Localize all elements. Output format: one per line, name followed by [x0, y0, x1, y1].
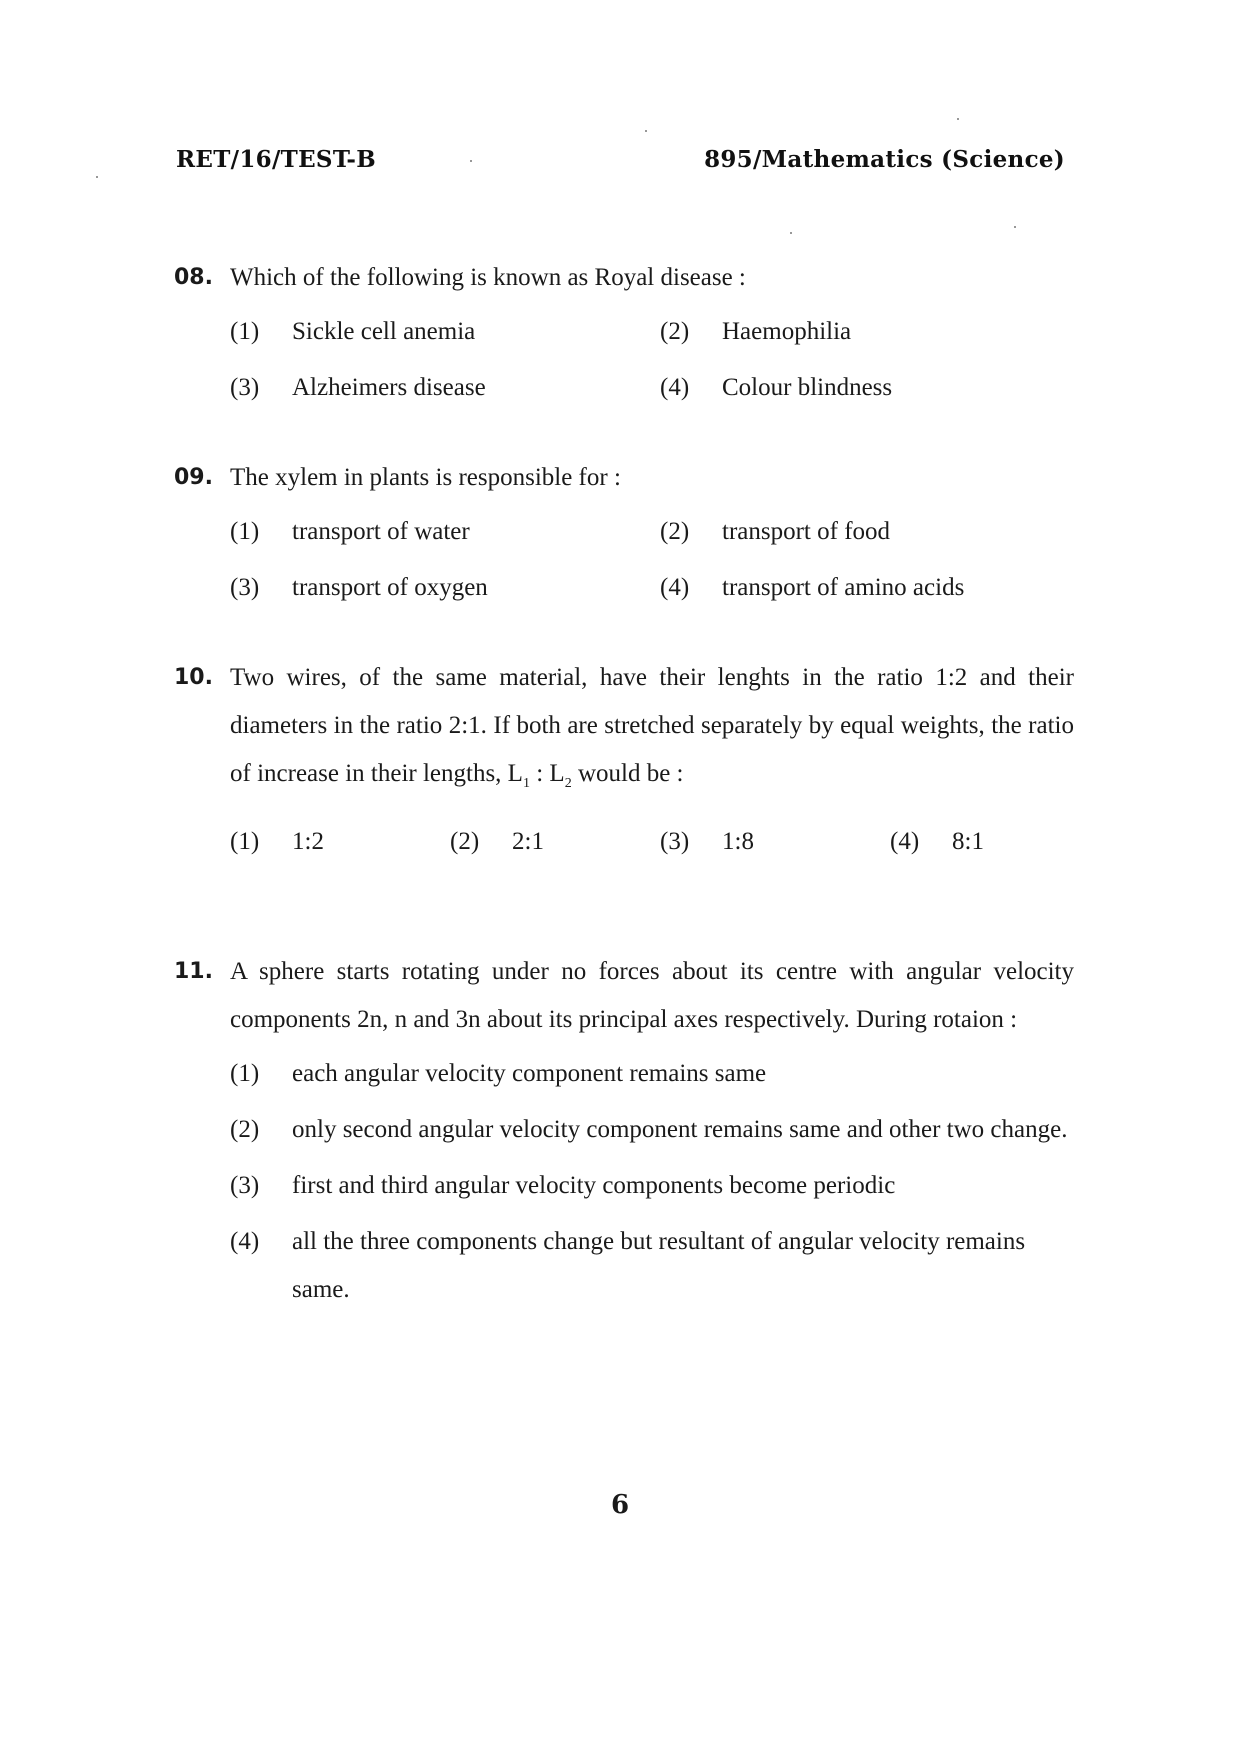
options: [230, 308, 1074, 412]
option: [230, 308, 660, 356]
question-text-part: Two wires, of the same material, have their lenghts in the ratio 1:2 and their diameters in the ratio 2:1. If both are stretched separately by equal weights, the ratio of increase in their lengths, L: [230, 664, 1074, 787]
subscript: 2: [564, 776, 572, 791]
subscript: 1: [522, 776, 530, 791]
option: [660, 364, 1090, 412]
question-10: [174, 654, 1074, 866]
option: [230, 564, 660, 612]
option-number: (2): [660, 518, 690, 545]
option-text: first and third angular velocity components become periodic: [292, 1172, 896, 1199]
question-number: 11.: [174, 959, 213, 984]
option-number: (3): [230, 574, 260, 601]
option: [660, 308, 1090, 356]
option-number: (2): [450, 828, 480, 855]
option-number: (1): [230, 828, 260, 855]
option: [230, 364, 660, 412]
option-text: 8:1: [952, 828, 984, 855]
option-number: (1): [230, 518, 260, 545]
option-number: (2): [230, 1116, 260, 1143]
question-text-part: : L: [529, 760, 565, 787]
question-number: 09.: [174, 465, 213, 490]
scan-speck: [96, 176, 98, 178]
option-text: Haemophilia: [722, 318, 852, 345]
question-text: [230, 654, 1074, 808]
option: [230, 1106, 1074, 1154]
option-text: only second angular velocity component remains same and other two change.: [292, 1116, 1068, 1143]
option-text: transport of water: [292, 518, 470, 545]
option-number: (3): [230, 374, 260, 401]
question-09: [174, 454, 1074, 612]
option-text: 1:8: [722, 828, 754, 855]
option: [660, 508, 1090, 556]
option-number: (4): [660, 374, 690, 401]
scan-speck: [645, 130, 647, 132]
option-text: 2:1: [512, 828, 544, 855]
option-text: Sickle cell anemia: [292, 318, 476, 345]
scan-speck: [790, 232, 792, 234]
option: [660, 564, 1090, 612]
option: [230, 508, 660, 556]
scan-speck: [1014, 226, 1016, 228]
option: [660, 818, 890, 866]
page-number: 6: [610, 1490, 630, 1520]
option-number: (4): [230, 1228, 260, 1255]
question-08: [174, 254, 1074, 412]
option-number: (1): [230, 1060, 260, 1087]
option: [890, 818, 1090, 866]
option-text: transport of food: [722, 518, 891, 545]
option-text: all the three components change but resultant of angular velocity remains same.: [292, 1228, 1026, 1303]
option-text: transport of oxygen: [292, 574, 488, 601]
question-text-part: would be :: [571, 760, 684, 787]
option: [230, 1218, 1074, 1314]
option: [450, 818, 660, 866]
option: [230, 818, 450, 866]
question-text: The xylem in plants is responsible for :: [230, 464, 621, 491]
option-number: (4): [890, 828, 920, 855]
option-text: Alzheimers disease: [292, 374, 486, 401]
question-number: 08.: [174, 265, 213, 290]
option-number: (2): [660, 318, 690, 345]
option-text: transport of amino acids: [722, 574, 965, 601]
option-number: (1): [230, 318, 260, 345]
option-text: each angular velocity component remains same: [292, 1060, 767, 1087]
paper-subject: 895/Mathematics (Science): [704, 146, 1065, 173]
option: [230, 1162, 1074, 1210]
question-number: 10.: [174, 665, 213, 690]
option-text: Colour blindness: [722, 374, 893, 401]
options: [230, 508, 1074, 612]
option-number: (4): [660, 574, 690, 601]
option-number: (3): [660, 828, 690, 855]
options: [230, 818, 1074, 866]
option-number: (3): [230, 1172, 260, 1199]
question-text: Which of the following is known as Royal disease :: [230, 264, 746, 291]
options: [230, 1050, 1074, 1314]
question-11: [174, 948, 1074, 1322]
option-text: 1:2: [292, 828, 324, 855]
option: [230, 1050, 1074, 1098]
question-text: A sphere starts rotating under no forces about its centre with angular velocity components 2n, n and 3n about its principal axes respectively. During rotaion :: [230, 958, 1074, 1033]
scan-speck: [957, 118, 959, 120]
exam-code: RET/16/TEST-B: [176, 146, 377, 173]
scan-speck: [470, 160, 472, 162]
